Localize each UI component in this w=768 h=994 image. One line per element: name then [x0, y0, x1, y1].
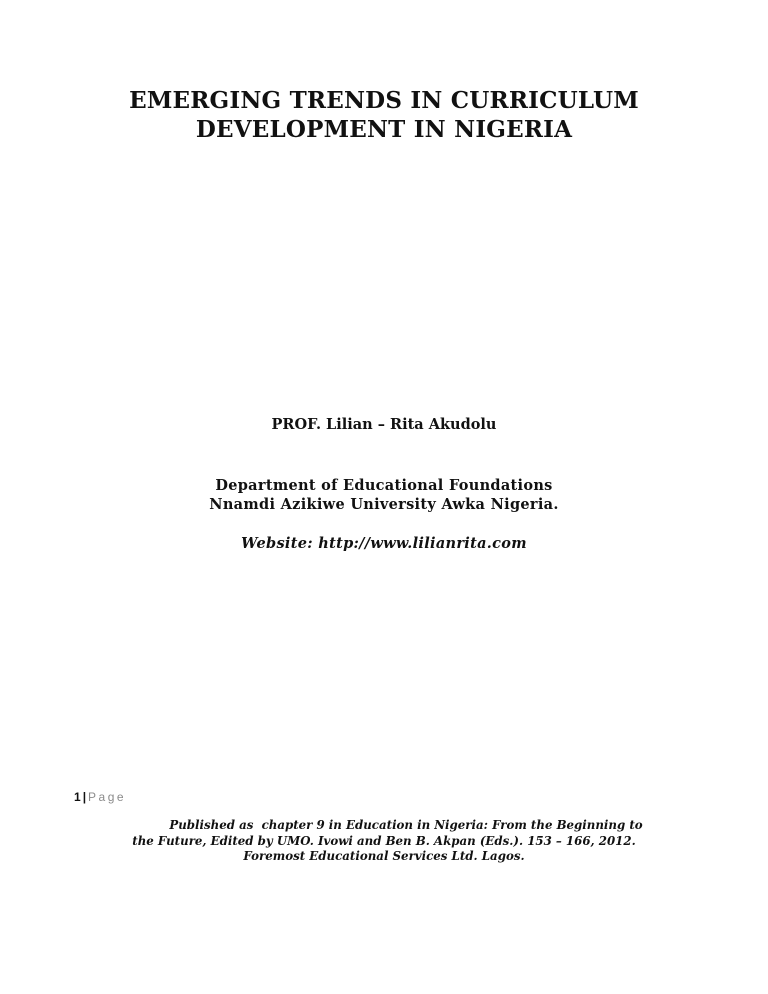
affiliation-department: Department of Educational Foundations	[215, 477, 553, 494]
publication-line-2: the Future, Edited by UMO. Ivowi and Ben B. Akpan (Eds.). 153 – 166, 2012.	[132, 833, 636, 848]
page-label: Page	[88, 790, 127, 804]
affiliation-university: Nnamdi Azikiwe University Awka Nigeria.	[209, 496, 559, 513]
title-line-1: EMERGING TRENDS IN CURRICULUM	[129, 87, 639, 114]
page-number: 1	[74, 790, 81, 804]
publication-note	[0, 818, 768, 865]
author-name: PROF. Lilian – Rita Akudolu	[271, 416, 497, 433]
publication-line-3: Foremost Educational Services Ltd. Lagos.	[243, 849, 525, 863]
document-title	[0, 86, 768, 144]
publication-line-1: Published as chapter 9 in Education in Nigeria: From the Beginning to	[169, 818, 643, 832]
page-footer	[74, 790, 126, 804]
website-link[interactable]: Website: http://www.lilianrita.com	[241, 535, 527, 552]
affiliation	[0, 476, 768, 514]
footer-separator: |	[82, 790, 87, 804]
title-line-2: DEVELOPMENT IN NIGERIA	[195, 116, 573, 143]
